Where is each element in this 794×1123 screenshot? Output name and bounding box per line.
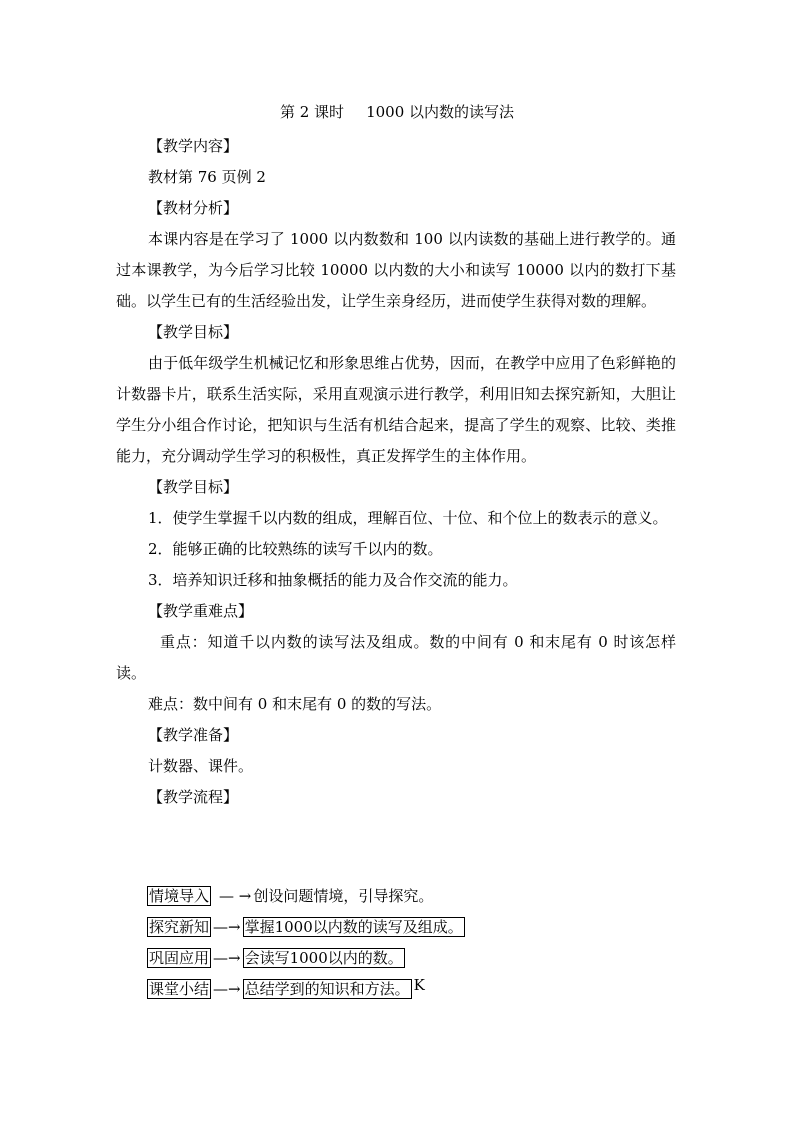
flow-description-box: 掌握1000以内数的读写及组成。 <box>244 917 463 936</box>
heading-key-points: 【教学重难点】 <box>148 602 254 620</box>
flow-stage-box: 探究新知 <box>149 917 210 936</box>
stray-mark: K <box>413 975 425 994</box>
heading-preparation: 【教学准备】 <box>148 726 239 744</box>
flow-arrow: —→ <box>213 979 241 998</box>
flow-row <box>147 942 465 973</box>
flow-arrow: —→ <box>213 948 241 967</box>
goals-text-1: 由于低年级学生机械记忆和形象思维占优势，因而，在教学中应用了色彩鲜艳的计数器卡片，联系生活实际，采用直观演示进行教学，利用旧知去探究新知，大胆让学生分小组合作讨论，把知识与生活有机结合起来，提高了学生的观察、比较、类推能力，充分调动学生学习的积极性，真正发挥学生的主体作用。 <box>116 354 676 465</box>
flow-row <box>147 880 465 911</box>
flow-stage-box: 巩固应用 <box>149 948 210 967</box>
heading-analysis: 【教材分析】 <box>148 199 239 217</box>
teaching-flow <box>147 880 465 1004</box>
flow-stage-box: 课堂小结 <box>149 979 210 998</box>
flow-row <box>147 973 465 1004</box>
lesson-title <box>0 102 794 122</box>
heading-goals-2: 【教学目标】 <box>148 478 239 496</box>
analysis-text: 本课内容是在学习了 1000 以内数数和 100 以内读数的基础上进行教学的。通过本课教学，为今后学习比较 10000 以内数的大小和读写 10000 以内的数打下基础。以学生已有的生活经验出发，让学生亲身经历，进而使学生获得对数的理解。 <box>116 230 676 310</box>
difficulty-text: 难点：数中间有 0 和末尾有 0 的数的写法。 <box>148 695 442 713</box>
flow-stage-box: 情境导入 <box>149 886 210 905</box>
heading-content: 【教学内容】 <box>148 137 239 155</box>
flow-arrow: —→ <box>213 917 241 936</box>
content-text: 教材第 76 页例 2 <box>148 168 266 186</box>
preparation-text: 计数器、课件。 <box>148 757 254 775</box>
lesson-body <box>116 131 676 813</box>
goal-item: 2．能够正确的比较熟练的读写千以内的数。 <box>148 540 443 558</box>
flow-description-box: 总结学到的知识和方法。 <box>244 979 410 998</box>
heading-goals-1: 【教学目标】 <box>148 323 239 341</box>
flow-description: 创设问题情境，引导探究。 <box>253 886 434 905</box>
lesson-number: 第 2 课时 <box>279 103 345 121</box>
key-point-text: 重点：知道千以内数的读写法及组成。数的中间有 0 和末尾有 0 时该怎样读。 <box>116 633 676 682</box>
flow-arrow: — → <box>219 886 252 905</box>
flow-description-box: 会读写1000以内的数。 <box>244 948 403 967</box>
goal-item: 3．培养知识迁移和抽象概括的能力及合作交流的能力。 <box>148 571 518 589</box>
goal-item: 1．使学生掌握千以内数的组成，理解百位、十位、和个位上的数表示的意义。 <box>148 509 668 527</box>
lesson-topic: 1000 以内数的读写法 <box>366 103 515 121</box>
flow-row <box>147 911 465 942</box>
heading-flow: 【教学流程】 <box>148 788 239 806</box>
